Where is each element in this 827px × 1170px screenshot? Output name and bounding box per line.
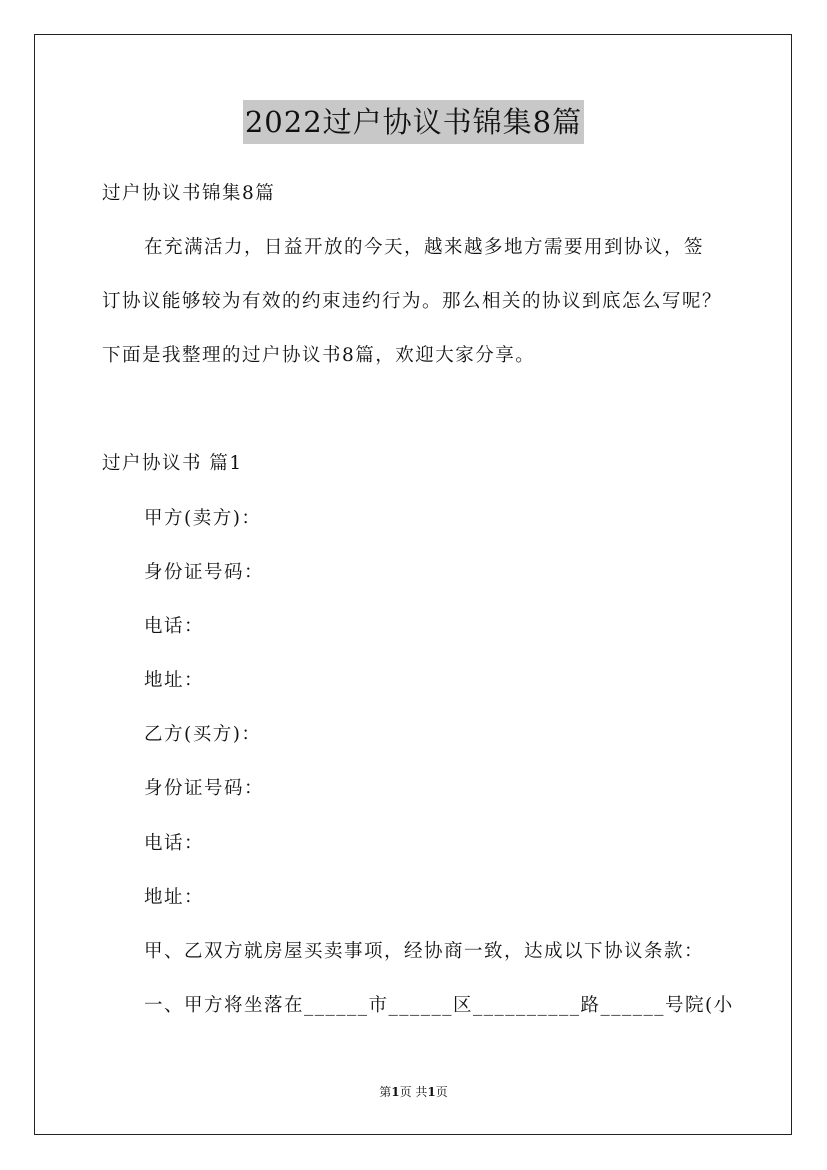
field-buyer-id: 身份证号码： [144, 778, 265, 799]
field-buyer-phone: 电话： [144, 833, 205, 854]
footer-page-number: 1 [391, 1085, 400, 1099]
footer-page-prefix: 第 [379, 1085, 392, 1099]
page-footer [0, 1083, 827, 1101]
document-subtitle: 过户协议书锦集8篇 [102, 183, 276, 204]
footer-page-suffix: 页 [435, 1085, 448, 1099]
field-buyer-address: 地址： [144, 887, 205, 908]
intro-line-1: 在充满活力，日益开放的今天，越来越多地方需要用到协议，签 [144, 237, 705, 258]
document-title: 2022过户协议书锦集8篇 [243, 100, 584, 144]
footer-page-mid: 页 共 [399, 1085, 428, 1099]
agreement-intro: 甲、乙双方就房屋买卖事项，经协商一致，达成以下协议条款： [144, 941, 705, 962]
footer-total-pages: 1 [427, 1085, 436, 1099]
section-heading: 过户协议书 篇1 [102, 453, 243, 474]
field-seller-address: 地址： [144, 670, 205, 691]
field-buyer: 乙方(买方)： [144, 724, 262, 745]
field-seller-id: 身份证号码： [144, 562, 265, 583]
title-container [0, 100, 827, 144]
field-seller: 甲方(卖方)： [144, 508, 262, 529]
intro-line-3: 下面是我整理的过户协议书8篇，欢迎大家分享。 [102, 345, 536, 366]
clause-1: 一、甲方将坐落在______市______区__________路______号院(小 [144, 995, 734, 1016]
intro-line-2: 订协议能够较为有效的约束违约行为。那么相关的协议到底怎么写呢？ [102, 291, 723, 312]
field-seller-phone: 电话： [144, 616, 205, 637]
